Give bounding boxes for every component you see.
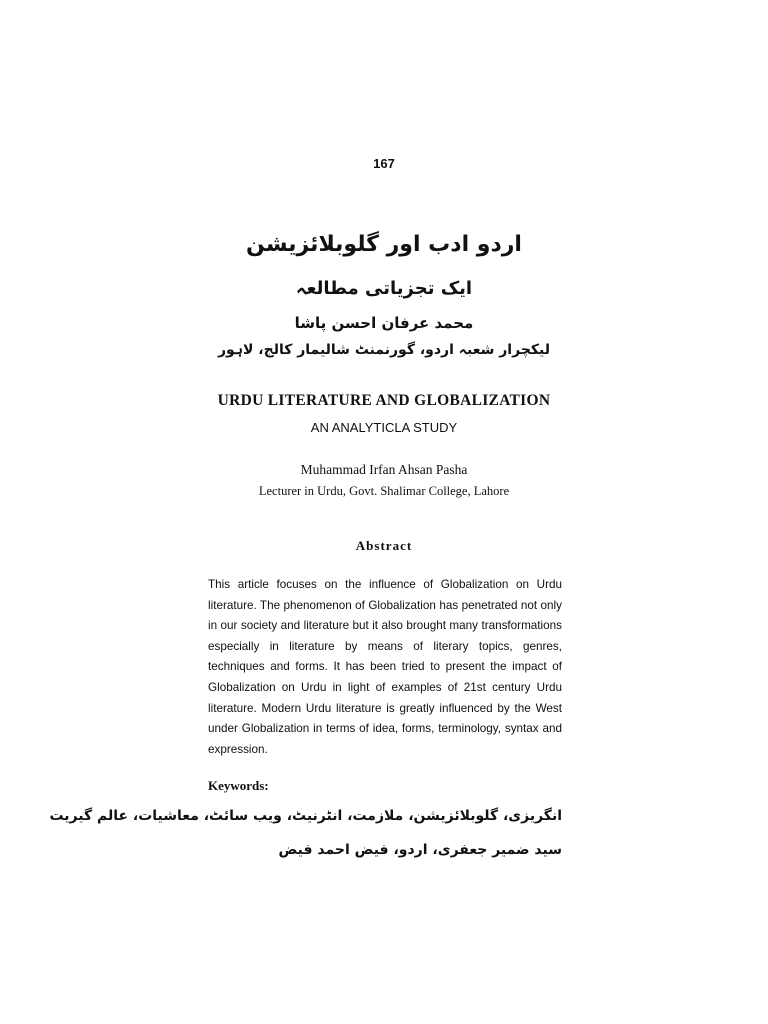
- english-subtitle: AN ANALYTICLA STUDY: [310, 420, 458, 435]
- keywords-line-2: سید ضمیر جعفری، اردو، فیض احمد فیض: [278, 842, 562, 858]
- keywords-line-1: انگریزی، گلوبلائزیشن، ملازمت، انٹرنیٹ، ویب سائٹ، معاشیات، عالم گیریت: [49, 808, 562, 824]
- author-name: Muhammad Irfan Ahsan Pasha: [300, 462, 468, 477]
- english-title: URDU LITERATURE AND GLOBALIZATION: [217, 392, 551, 409]
- abstract-heading: Abstract: [355, 538, 413, 553]
- urdu-title: اردو ادب اور گلوبلائزیشن: [246, 232, 522, 257]
- page-number: 167: [373, 156, 395, 171]
- author-affiliation: Lecturer in Urdu, Govt. Shalimar College, Lahore: [258, 484, 510, 498]
- abstract-text: This article focuses on the influence of Globalization on Urdu literature. The phenomenon of Globalization has penetrated not only in our society and literature but it also brought many transformations especially in literature by means of literary topics, genres, techniques and forms. It has been tried to present the impact of Globalization on Urdu in light of examples of 21st century Urdu literature. Modern Urdu literature is greatly influenced by the West under Globalization in terms of idea, forms, terminology, syntax and expression.: [208, 578, 562, 756]
- keywords-heading: Keywords:: [208, 778, 269, 793]
- urdu-subtitle: ایک تجزیاتی مطالعہ: [295, 278, 473, 299]
- urdu-author: محمد عرفان احسن پاشا: [294, 314, 474, 332]
- urdu-affiliation: لیکچرار شعبہ اردو، گورنمنٹ شالیمار کالج، لاہور: [217, 342, 551, 358]
